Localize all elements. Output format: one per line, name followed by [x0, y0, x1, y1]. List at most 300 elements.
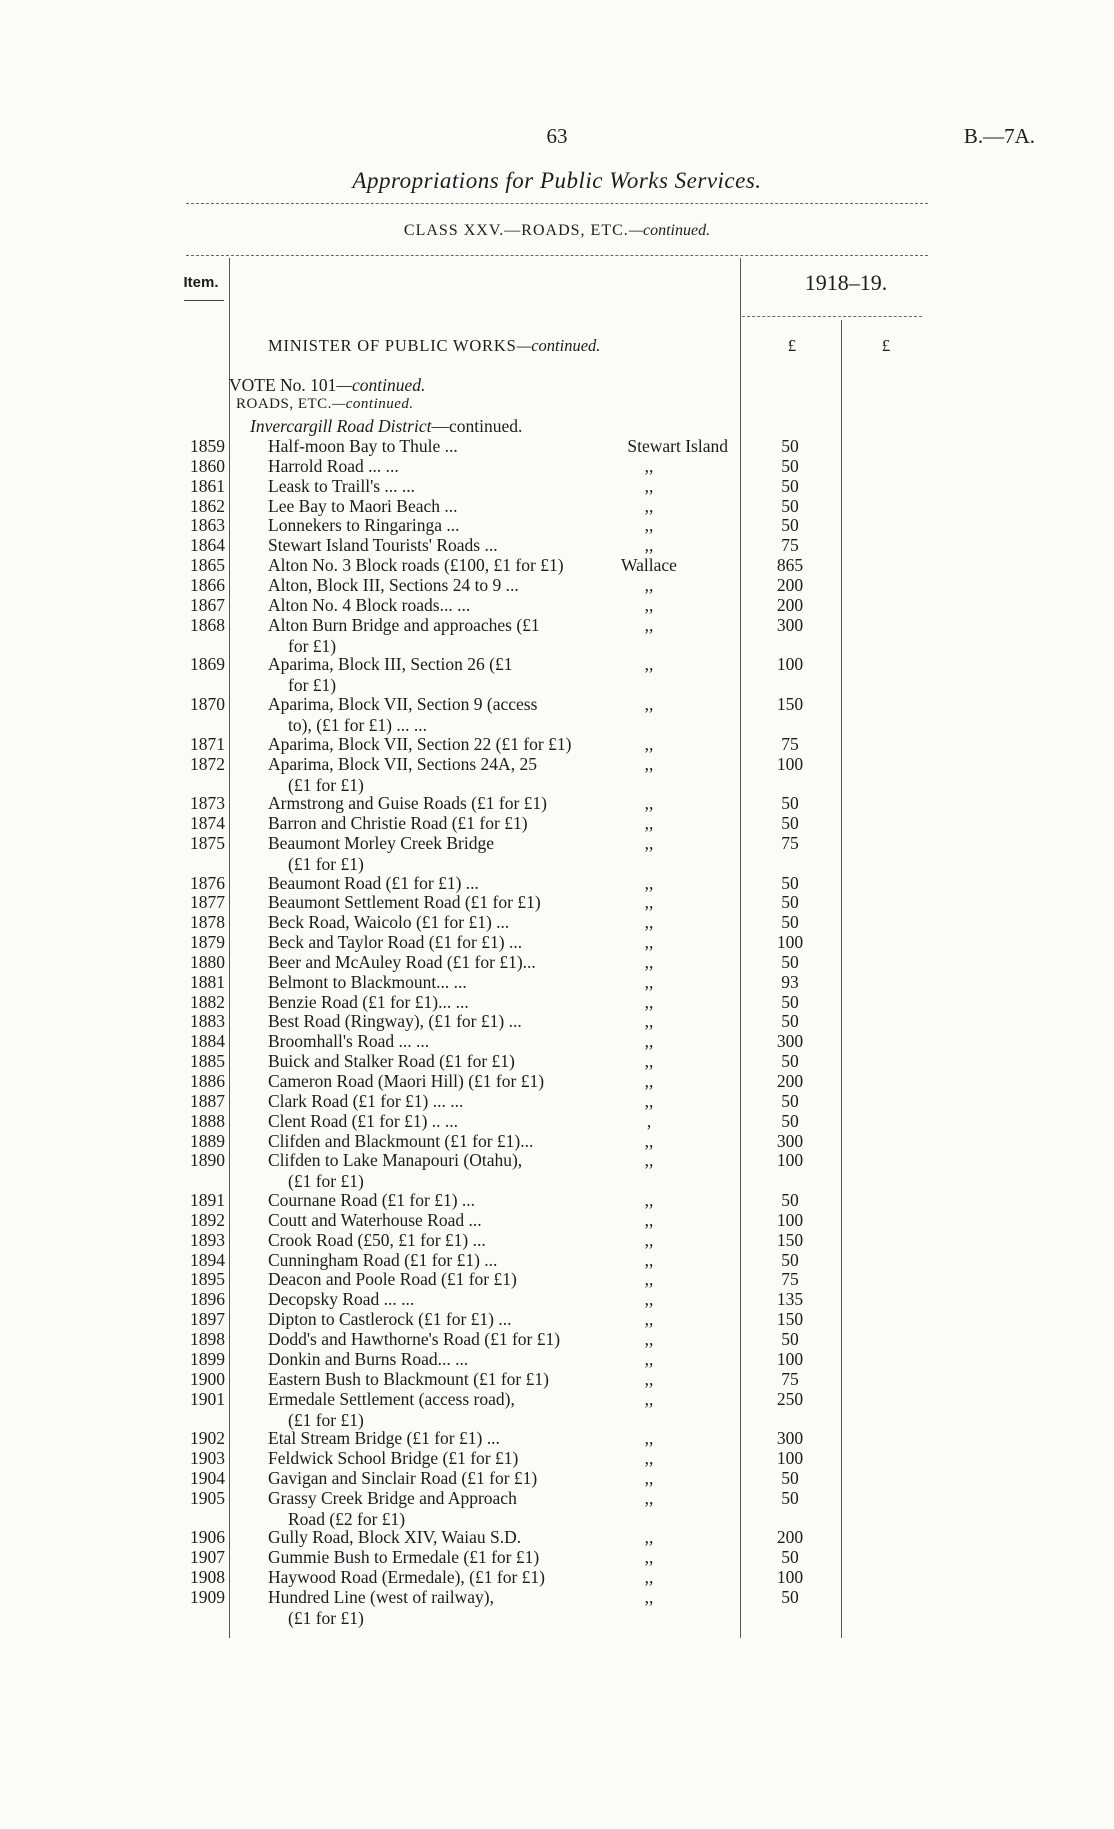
description-line: Clark Road (£1 for £1) ... ... — [268, 1090, 464, 1111]
table-row — [0, 912, 1114, 932]
item-location: ,, — [644, 1428, 654, 1449]
table-row — [0, 575, 1114, 595]
item-location: ,, — [644, 515, 654, 536]
table-row — [0, 555, 1114, 575]
minister-heading — [268, 336, 600, 356]
item-number: 1870 — [190, 693, 225, 714]
item-description — [268, 575, 613, 596]
item-number: 1897 — [190, 1309, 225, 1330]
table-row — [0, 1111, 1114, 1131]
description-continuation: (£1 for £1) — [288, 1171, 364, 1192]
item-location: ,, — [644, 1328, 654, 1349]
description-line: Clifden and Blackmount (£1 for £1)... — [268, 1130, 534, 1151]
item-location: ,, — [644, 793, 654, 814]
item-description — [268, 1011, 613, 1032]
title-rule — [186, 203, 928, 204]
item-location: ,, — [644, 1249, 654, 1270]
table-row — [0, 1389, 1114, 1429]
table-row — [0, 1031, 1114, 1051]
description-continuation: to), (£1 for £1) ... ... — [288, 714, 428, 735]
item-number: 1872 — [190, 753, 225, 774]
item-number: 1886 — [190, 1071, 225, 1091]
item-number: 1902 — [190, 1428, 225, 1449]
item-number: 1863 — [190, 515, 225, 536]
table-row — [0, 1369, 1114, 1389]
item-number: 1882 — [190, 991, 225, 1012]
item-location: ,, — [644, 1448, 654, 1469]
item-location: ,, — [644, 1348, 654, 1369]
item-description — [268, 1131, 613, 1152]
item-location: ,, — [644, 892, 654, 913]
item-location: ,, — [644, 475, 654, 496]
table-row — [0, 1448, 1114, 1468]
description-continuation: for £1) — [288, 675, 337, 696]
description-line: Benzie Road (£1 for £1)... ... — [268, 991, 469, 1012]
item-description — [268, 1031, 613, 1052]
item-description — [268, 1547, 613, 1568]
item-location: ,, — [644, 932, 654, 953]
item-number: 1894 — [190, 1249, 225, 1270]
item-location: ,, — [644, 1368, 654, 1389]
item-location: ,, — [644, 813, 654, 834]
item-description — [268, 515, 613, 536]
description-line: Beaumont Settlement Road (£1 for £1) — [268, 892, 541, 913]
item-number: 1879 — [190, 932, 225, 953]
item-amount: 50 — [781, 515, 799, 536]
item-amount: 50 — [781, 1090, 799, 1111]
item-description — [268, 1448, 613, 1469]
item-amount: 50 — [781, 1547, 799, 1568]
description-line: Beer and McAuley Road (£1 for £1)... — [268, 951, 536, 972]
item-amount: 50 — [781, 1487, 799, 1508]
description-continuation: (£1 for £1) — [288, 853, 364, 874]
item-number: 1895 — [190, 1269, 225, 1290]
district-heading — [250, 416, 522, 437]
item-description — [268, 1488, 613, 1530]
item-amount: 50 — [781, 1051, 799, 1072]
item-number: 1871 — [190, 733, 225, 754]
table-row — [0, 1190, 1114, 1210]
item-amount: 50 — [781, 991, 799, 1012]
description-line: Deacon and Poole Road (£1 for £1) — [268, 1269, 517, 1290]
item-number: 1868 — [190, 614, 225, 635]
item-location: ,, — [644, 1309, 654, 1330]
item-location: ,, — [644, 951, 654, 972]
item-amount: 100 — [776, 1448, 804, 1469]
item-location: ,, — [644, 1388, 654, 1409]
description-line: Feldwick School Bridge (£1 for £1) — [268, 1448, 519, 1469]
district-text: Invercargill Road District — [250, 416, 432, 436]
description-line: Coutt and Waterhouse Road ... — [268, 1209, 482, 1230]
item-location: ,, — [644, 753, 654, 774]
table-row — [0, 535, 1114, 555]
description-line: Aparima, Block VII, Section 22 (£1 for £1) — [268, 733, 572, 754]
item-amount: 50 — [781, 813, 799, 834]
table-row — [0, 1329, 1114, 1349]
description-line: Cunningham Road (£1 for £1) ... — [268, 1249, 498, 1270]
item-description — [268, 496, 613, 517]
item-location: ,, — [644, 1289, 654, 1310]
item-amount: 200 — [776, 1071, 804, 1091]
item-description — [268, 456, 613, 477]
description-line: Hundred Line (west of railway), — [268, 1586, 494, 1607]
item-location: ,, — [644, 1011, 654, 1032]
description-line: Leask to Traill's ... ... — [268, 475, 416, 496]
table-row — [0, 932, 1114, 952]
item-number: 1874 — [190, 813, 225, 834]
table-row — [0, 1428, 1114, 1448]
item-location: Stewart Island — [627, 436, 728, 456]
item-location: ,, — [644, 1150, 654, 1171]
item-number: 1906 — [190, 1527, 225, 1548]
roads-text: ROADS, ETC. — [236, 396, 332, 412]
item-location: ,, — [644, 1229, 654, 1250]
item-amount: 50 — [781, 892, 799, 913]
description-line: Armstrong and Guise Roads (£1 for £1) — [268, 793, 547, 814]
description-line: Beck Road, Waicolo (£1 for £1) ... — [268, 912, 510, 933]
item-amount: 50 — [781, 1467, 799, 1488]
table-row — [0, 1091, 1114, 1111]
table-row — [0, 1230, 1114, 1250]
item-description — [268, 535, 613, 556]
item-number: 1878 — [190, 912, 225, 933]
description-line: Alton No. 3 Block roads (£100, £1 for £1) — [268, 555, 564, 576]
item-location: ,, — [644, 495, 654, 516]
roads-continued: —continued. — [331, 396, 414, 412]
item-amount: 50 — [781, 455, 799, 476]
table-row — [0, 1250, 1114, 1270]
item-description — [268, 1329, 613, 1350]
item-amount: 300 — [776, 1130, 804, 1151]
item-description — [268, 754, 613, 796]
item-number: 1904 — [190, 1467, 225, 1488]
item-description — [268, 654, 613, 696]
item-number: 1899 — [190, 1348, 225, 1369]
description-line: Beaumont Road (£1 for £1) ... — [268, 872, 479, 893]
item-number: 1884 — [190, 1031, 225, 1052]
item-amount: 50 — [781, 1110, 799, 1131]
item-location: ,, — [644, 693, 654, 714]
item-amount: 75 — [781, 535, 799, 556]
item-location: ,, — [644, 991, 654, 1012]
item-location: ,, — [644, 1051, 654, 1072]
minister-continued: —continued. — [516, 336, 601, 355]
item-description — [268, 1587, 613, 1629]
item-number: 1873 — [190, 793, 225, 814]
page-title: Appropriations for Public Works Services. — [352, 168, 762, 193]
item-location: ,, — [644, 1209, 654, 1230]
item-amount: 100 — [776, 1150, 804, 1171]
item-description — [268, 555, 613, 576]
item-description — [268, 1389, 613, 1431]
description-line: Gummie Bush to Ermedale (£1 for £1) — [268, 1547, 540, 1568]
item-number: 1881 — [190, 971, 225, 992]
item-number: 1907 — [190, 1547, 225, 1568]
item-amount: 50 — [781, 793, 799, 814]
item-number: 1864 — [190, 535, 225, 556]
pound-sign-first: £ — [787, 336, 797, 355]
item-description — [268, 833, 613, 875]
description-line: Lonnekers to Ringaringa ... — [268, 515, 460, 536]
item-location: ,, — [644, 1527, 654, 1548]
item-amount: 200 — [776, 574, 804, 595]
item-amount: 50 — [781, 951, 799, 972]
item-amount: 50 — [781, 1249, 799, 1270]
item-amount: 300 — [776, 614, 804, 635]
item-amount: 100 — [776, 1348, 804, 1369]
item-location: ,, — [644, 971, 654, 992]
item-location: ,, — [644, 1269, 654, 1290]
appropriation-table — [0, 436, 1114, 1627]
table-row — [0, 1587, 1114, 1627]
item-amount: 75 — [781, 832, 799, 853]
item-amount: 50 — [781, 1190, 799, 1211]
item-number: 1893 — [190, 1229, 225, 1250]
item-description — [268, 1428, 613, 1449]
description-line: Harrold Road ... ... — [268, 455, 399, 476]
description-line: Ermedale Settlement (access road), — [268, 1388, 515, 1409]
item-number: 1898 — [190, 1328, 225, 1349]
item-description — [268, 1289, 613, 1310]
description-line: Clifden to Lake Manapouri (Otahu), — [268, 1150, 523, 1171]
description-line: Dodd's and Hawthorne's Road (£1 for £1) — [268, 1328, 561, 1349]
description-line: Grassy Creek Bridge and Approach — [268, 1487, 517, 1508]
item-amount: 135 — [776, 1289, 804, 1310]
item-number: 1891 — [190, 1190, 225, 1211]
table-row — [0, 1289, 1114, 1309]
item-location: ,, — [644, 614, 654, 635]
item-amount: 50 — [781, 872, 799, 893]
item-location: ,, — [644, 1467, 654, 1488]
item-amount: 150 — [776, 1229, 804, 1250]
table-row — [0, 892, 1114, 912]
vote-heading — [229, 375, 425, 396]
table-row — [0, 833, 1114, 873]
table-row — [0, 972, 1114, 992]
item-amount: 100 — [776, 1209, 804, 1230]
description-line: Aparima, Block VII, Section 9 (access — [268, 693, 538, 714]
item-number: 1908 — [190, 1567, 225, 1588]
item-description — [268, 694, 613, 736]
item-number: 1905 — [190, 1487, 225, 1508]
item-location: Wallace — [621, 555, 677, 576]
table-row — [0, 793, 1114, 813]
description-line: Aparima, Block III, Section 26 (£1 — [268, 654, 513, 675]
item-description — [268, 595, 613, 616]
table-row — [0, 1527, 1114, 1547]
item-amount: 200 — [776, 594, 804, 615]
item-location: ,, — [644, 1567, 654, 1588]
item-description — [268, 1230, 613, 1251]
table-row — [0, 515, 1114, 535]
item-description — [268, 1468, 613, 1489]
table-row — [0, 1210, 1114, 1230]
table-row — [0, 734, 1114, 754]
item-description — [268, 1349, 613, 1370]
table-row — [0, 436, 1114, 456]
item-amount: 300 — [776, 1428, 804, 1449]
item-amount: 50 — [781, 436, 799, 456]
item-number: 1869 — [190, 654, 225, 675]
item-amount: 100 — [776, 1567, 804, 1588]
item-location: ,, — [644, 1090, 654, 1111]
item-description — [268, 1111, 613, 1132]
item-number: 1901 — [190, 1388, 225, 1409]
item-description — [268, 1210, 613, 1231]
item-number: 1859 — [190, 436, 225, 456]
item-description — [268, 873, 613, 894]
item-description — [268, 1190, 613, 1211]
item-description — [268, 972, 613, 993]
item-description — [268, 734, 613, 755]
item-number: 1876 — [190, 872, 225, 893]
item-location: ,, — [644, 1190, 654, 1211]
roads-subheading — [236, 396, 414, 413]
description-line: Cournane Road (£1 for £1) ... — [268, 1190, 476, 1211]
table-row — [0, 476, 1114, 496]
item-amount: 50 — [781, 912, 799, 933]
description-line: Best Road (Ringway), (£1 for £1) ... — [268, 1011, 522, 1032]
item-description — [268, 476, 613, 497]
class-title-text: CLASS XXV.—ROADS, ETC. — [403, 222, 629, 239]
description-line: Half-moon Bay to Thule ... — [268, 436, 458, 456]
description-line: Alton Burn Bridge and approaches (£1 — [268, 614, 540, 635]
item-description — [268, 1051, 613, 1072]
description-line: Crook Road (£50, £1 for £1) ... — [268, 1229, 486, 1250]
item-location: , — [646, 1110, 652, 1131]
item-number: 1865 — [190, 555, 225, 576]
item-amount: 50 — [781, 1586, 799, 1607]
item-number: 1887 — [190, 1090, 225, 1111]
item-location: ,, — [644, 594, 654, 615]
table-row — [0, 992, 1114, 1012]
item-number: 1909 — [190, 1586, 225, 1607]
description-line: Aparima, Block VII, Sections 24A, 25 — [268, 753, 537, 774]
year-column-header: 1918–19. — [804, 270, 888, 295]
description-line: Cameron Road (Maori Hill) (£1 for £1) — [268, 1071, 545, 1091]
description-line: Haywood Road (Ermedale), (£1 for £1) — [268, 1567, 545, 1588]
item-number: 1861 — [190, 475, 225, 496]
item-location: ,, — [644, 1487, 654, 1508]
item-amount: 50 — [781, 1011, 799, 1032]
table-row — [0, 615, 1114, 655]
item-location: ,, — [644, 1586, 654, 1607]
item-description — [268, 1369, 613, 1390]
item-amount: 150 — [776, 1309, 804, 1330]
description-line: Alton No. 4 Block roads... ... — [268, 594, 471, 615]
description-continuation: (£1 for £1) — [288, 1607, 364, 1628]
item-amount: 50 — [781, 1328, 799, 1349]
item-number: 1885 — [190, 1051, 225, 1072]
item-number: 1860 — [190, 455, 225, 476]
header-rule — [186, 255, 928, 256]
item-location: ,, — [644, 912, 654, 933]
item-location: ,, — [644, 872, 654, 893]
item-number: 1877 — [190, 892, 225, 913]
item-location: ,, — [644, 455, 654, 476]
item-description — [268, 892, 613, 913]
description-line: Gavigan and Sinclair Road (£1 for £1) — [268, 1467, 538, 1488]
item-amount: 200 — [776, 1527, 804, 1548]
item-location: ,, — [644, 733, 654, 754]
item-amount: 250 — [776, 1388, 804, 1409]
description-line: Dipton to Castlerock (£1 for £1) ... — [268, 1309, 512, 1330]
table-row — [0, 1349, 1114, 1369]
item-number: 1867 — [190, 594, 225, 615]
item-location: ,, — [644, 1547, 654, 1568]
item-amount: 150 — [776, 693, 804, 714]
item-amount: 75 — [781, 1368, 799, 1389]
item-number: 1892 — [190, 1209, 225, 1230]
table-row — [0, 1547, 1114, 1567]
table-row — [0, 1011, 1114, 1031]
description-line: Barron and Christie Road (£1 for £1) — [268, 813, 528, 834]
description-continuation: Road (£2 for £1) — [288, 1508, 406, 1529]
item-number: 1896 — [190, 1289, 225, 1310]
item-amount: 75 — [781, 733, 799, 754]
item-description — [268, 952, 613, 973]
description-line: Eastern Bush to Blackmount (£1 for £1) — [268, 1368, 549, 1389]
description-line: Stewart Island Tourists' Roads ... — [268, 535, 498, 556]
table-row — [0, 1269, 1114, 1289]
item-location: ,, — [644, 535, 654, 556]
item-description — [268, 1150, 613, 1192]
description-line: Donkin and Burns Road... ... — [268, 1348, 469, 1369]
description-line: Alton, Block III, Sections 24 to 9 ... — [268, 574, 519, 595]
description-line: Buick and Stalker Road (£1 for £1) — [268, 1051, 515, 1072]
table-row — [0, 1051, 1114, 1071]
item-description — [268, 1250, 613, 1271]
item-amount: 300 — [776, 1031, 804, 1052]
item-amount: 865 — [776, 555, 804, 576]
item-description — [268, 793, 613, 814]
item-amount: 50 — [781, 495, 799, 516]
item-number: 1880 — [190, 951, 225, 972]
item-amount: 93 — [781, 971, 799, 992]
table-row — [0, 654, 1114, 694]
item-location: ,, — [644, 832, 654, 853]
item-location: ,, — [644, 1130, 654, 1151]
vote-text: VOTE No. 101 — [229, 375, 337, 395]
item-number: 1889 — [190, 1130, 225, 1151]
item-amount: 50 — [781, 475, 799, 496]
table-row — [0, 1488, 1114, 1528]
table-row — [0, 1567, 1114, 1587]
page-number: 63 — [546, 124, 568, 148]
description-line: Gully Road, Block XIV, Waiau S.D. — [268, 1527, 522, 1548]
table-row — [0, 1150, 1114, 1190]
item-location: ,, — [644, 574, 654, 595]
table-row — [0, 1131, 1114, 1151]
item-description — [268, 932, 613, 953]
item-number: 1890 — [190, 1150, 225, 1171]
document-reference: B.—7A. — [963, 124, 1035, 148]
item-description — [268, 992, 613, 1013]
class-title — [0, 222, 1114, 240]
table-row — [0, 694, 1114, 734]
table-row — [0, 754, 1114, 794]
vote-continued: —continued. — [336, 375, 426, 395]
description-line: Lee Bay to Maori Beach ... — [268, 495, 458, 516]
item-header-rule — [184, 300, 224, 301]
item-amount: 100 — [776, 654, 804, 675]
item-number: 1900 — [190, 1368, 225, 1389]
item-number: 1875 — [190, 832, 225, 853]
item-number: 1862 — [190, 495, 225, 516]
item-number: 1866 — [190, 574, 225, 595]
description-continuation: (£1 for £1) — [288, 1409, 364, 1430]
item-number: 1903 — [190, 1448, 225, 1469]
